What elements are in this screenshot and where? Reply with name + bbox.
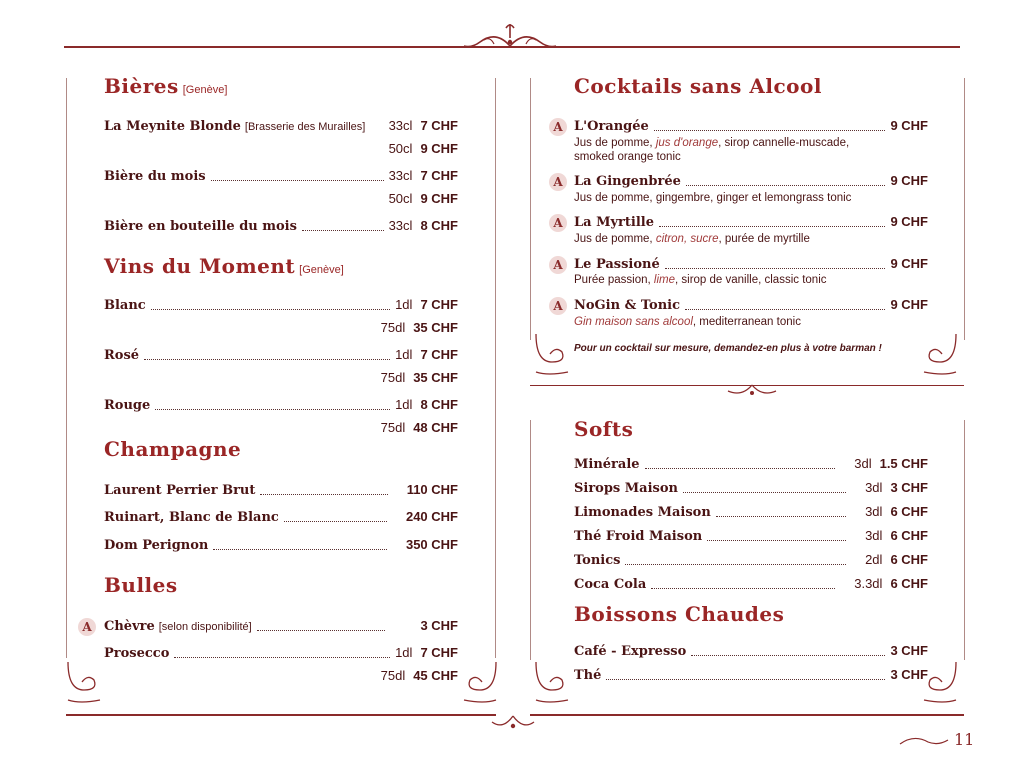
item-volume: 1dl <box>395 297 413 312</box>
item-name: La Gingenbrée <box>574 174 681 189</box>
item-price: 8 CHF <box>420 218 458 233</box>
item-volume: 1dl <box>395 397 413 412</box>
item-name: Ruinart, Blanc de Blanc <box>104 510 279 525</box>
leader-dots <box>691 655 885 656</box>
item-price: 7 CHF <box>420 297 458 312</box>
item-name: L'Orangée <box>574 119 649 134</box>
item-price: 6 CHF <box>890 504 928 519</box>
leader-dots <box>665 268 886 269</box>
item-price: 7 CHF <box>420 347 458 362</box>
item-price: 350 CHF <box>405 537 458 552</box>
item-price: 3 CHF <box>890 480 928 495</box>
leader-dots <box>213 549 387 550</box>
item-volume: 3dl <box>865 528 883 543</box>
leader-dots <box>651 588 835 589</box>
softs-frame-right <box>964 420 965 660</box>
item-name: Thé <box>574 668 602 683</box>
item-name: Bière en bouteille du mois <box>104 219 297 234</box>
left-frame-left <box>66 78 67 658</box>
item-volume: 1dl <box>395 645 413 660</box>
item-name: Café - Expresso <box>574 644 687 659</box>
alcohol-free-badge: A <box>549 173 567 191</box>
cocktail-frame-left <box>530 78 531 340</box>
item-note: [Brasserie des Murailles] <box>244 121 366 133</box>
softs-frame-left <box>530 420 531 660</box>
item-price: 8 CHF <box>420 397 458 412</box>
item-description: Jus de pomme, jus d'orange, sirop cannelle-muscade, smoked orange tonic <box>574 137 850 163</box>
item-name: Bière du mois <box>104 169 206 184</box>
menu-item <box>574 480 928 498</box>
cocktail-footer-note: Pour un cocktail sur mesure, demandez-en plus à votre barman ! <box>574 343 882 354</box>
item-name: Rosé <box>104 348 140 363</box>
leader-dots <box>625 564 846 565</box>
menu-item-alt-size: 50cl 9 CHF <box>388 191 458 206</box>
menu-item-alt-size: 75dl 45 CHF <box>380 668 458 683</box>
menu-item <box>574 173 928 191</box>
leader-dots <box>174 657 390 658</box>
page-number: 11 <box>954 730 975 749</box>
item-volume: 2dl <box>865 552 883 567</box>
menu-item <box>574 456 928 474</box>
item-price: 3 CHF <box>890 667 928 682</box>
menu-item <box>104 347 458 365</box>
leader-dots <box>707 540 846 541</box>
section-title-bulles: Bulles <box>104 573 178 597</box>
leader-dots <box>716 516 846 517</box>
menu-item <box>104 645 458 663</box>
item-name: La Myrtille <box>574 215 654 230</box>
leader-dots <box>260 494 387 495</box>
item-name: Coca Cola <box>574 577 647 592</box>
item-volume: 3.3dl <box>854 576 883 591</box>
item-price: 7 CHF <box>420 645 458 660</box>
item-name: Tonics <box>574 553 621 568</box>
alcohol-free-badge: A <box>549 297 567 315</box>
leader-dots <box>302 230 384 231</box>
item-volume: 33cl <box>388 218 413 233</box>
item-price: 9 CHF <box>890 214 928 229</box>
item-price: 3 CHF <box>420 618 458 633</box>
item-name: Minérale <box>574 457 640 472</box>
menu-item <box>104 218 458 236</box>
item-description: Jus de pomme, gingembre, ginger et lemongrass tonic <box>574 192 852 204</box>
item-price: 9 CHF <box>890 297 928 312</box>
corner-flourish-icon <box>532 660 572 706</box>
alcohol-free-badge: A <box>78 618 96 636</box>
menu-item-alt-size: 75dl 48 CHF <box>380 420 458 435</box>
menu-item <box>104 537 458 555</box>
menu-item <box>574 643 928 661</box>
section-title-softs: Softs <box>574 417 634 441</box>
item-price: 9 CHF <box>890 256 928 271</box>
leader-dots <box>685 309 885 310</box>
alcohol-free-badge: A <box>549 256 567 274</box>
item-note: [selon disponibilité] <box>158 621 252 633</box>
item-name: Le Passioné <box>574 257 660 272</box>
bottom-rule <box>66 714 496 716</box>
leader-dots <box>257 630 386 631</box>
corner-flourish-icon <box>460 660 500 706</box>
item-description: Jus de pomme, citron, sucre, purée de myrtille <box>574 233 810 245</box>
bottom-flourish-icon <box>488 712 538 736</box>
menu-item <box>574 504 928 522</box>
alcohol-free-badge: A <box>549 214 567 232</box>
menu-item <box>104 397 458 415</box>
section-title-champagne: Champagne <box>104 437 242 461</box>
leader-dots <box>683 492 846 493</box>
corner-flourish-icon <box>64 660 104 706</box>
menu-item <box>574 667 928 685</box>
menu-item <box>104 168 458 186</box>
menu-item-alt-size: 50cl 9 CHF <box>388 141 458 156</box>
menu-item <box>574 256 928 274</box>
item-volume: 3dl <box>865 504 883 519</box>
item-volume: 33cl <box>388 118 413 133</box>
leader-dots <box>284 521 387 522</box>
leader-dots <box>654 130 886 131</box>
menu-item <box>104 509 458 527</box>
item-volume: 33cl <box>388 168 413 183</box>
menu-item <box>574 214 928 232</box>
leader-dots <box>151 309 390 310</box>
bottom-rule-right <box>530 714 964 716</box>
item-price: 6 CHF <box>890 552 928 567</box>
item-price: 7 CHF <box>420 118 458 133</box>
menu-item <box>104 118 458 136</box>
leader-dots <box>211 180 384 181</box>
item-name: Limonades Maison <box>574 505 711 520</box>
item-price: 1.5 CHF <box>879 456 928 471</box>
leader-dots <box>155 409 390 410</box>
corner-flourish-icon <box>920 332 960 378</box>
item-name: NoGin & Tonic <box>574 298 680 313</box>
item-volume: 3dl <box>865 480 883 495</box>
item-price: 7 CHF <box>420 168 458 183</box>
menu-item <box>104 297 458 315</box>
item-name: Sirops Maison <box>574 481 678 496</box>
leader-dots <box>606 679 885 680</box>
cocktail-frame-right <box>964 78 965 340</box>
menu-item <box>574 576 928 594</box>
leader-dots <box>659 226 885 227</box>
alcohol-free-badge: A <box>549 118 567 136</box>
menu-item-alt-size: 75dl 35 CHF <box>380 320 458 335</box>
item-description: Purée passion, lime, sirop de vanille, classic tonic <box>574 274 827 286</box>
item-price: 6 CHF <box>890 528 928 543</box>
menu-item <box>104 482 458 500</box>
item-description: Gin maison sans alcool, mediterranean tonic <box>574 316 801 328</box>
item-volume: 1dl <box>395 347 413 362</box>
section-title-bieres: Bières [Genève] <box>104 74 228 98</box>
mid-flourish-icon <box>722 383 782 403</box>
page-number-flourish-icon <box>898 732 950 748</box>
left-frame-right <box>495 78 496 658</box>
item-name: Blanc <box>104 298 146 313</box>
leader-dots <box>686 185 886 186</box>
item-price: 110 CHF <box>406 482 458 497</box>
item-name: Thé Froid Maison <box>574 529 703 544</box>
item-price: 3 CHF <box>890 643 928 658</box>
item-name: Dom Perignon <box>104 538 209 553</box>
item-price: 240 CHF <box>405 509 458 524</box>
item-volume: 3dl <box>854 456 872 471</box>
item-name: Chèvre <box>104 619 155 634</box>
menu-item <box>574 118 928 136</box>
item-price: 9 CHF <box>890 118 928 133</box>
top-flourish-icon <box>460 20 560 54</box>
menu-item-alt-size: 75dl 35 CHF <box>380 370 458 385</box>
section-title-boissons-chaudes: Boissons Chaudes <box>574 602 785 626</box>
item-name: Prosecco <box>104 646 170 661</box>
section-title-vins: Vins du Moment [Genève] <box>104 254 344 278</box>
item-name: Rouge <box>104 398 151 413</box>
item-price: 6 CHF <box>890 576 928 591</box>
menu-item <box>574 297 928 315</box>
leader-dots <box>645 468 836 469</box>
menu-item <box>104 618 458 636</box>
menu-item <box>574 552 928 570</box>
corner-flourish-icon <box>532 332 572 378</box>
item-price: 9 CHF <box>890 173 928 188</box>
menu-item <box>574 528 928 546</box>
section-title-cocktails: Cocktails sans Alcool <box>574 74 822 98</box>
item-name: Laurent Perrier Brut <box>104 483 256 498</box>
item-name: La Meynite Blonde <box>104 119 241 134</box>
leader-dots <box>144 359 390 360</box>
